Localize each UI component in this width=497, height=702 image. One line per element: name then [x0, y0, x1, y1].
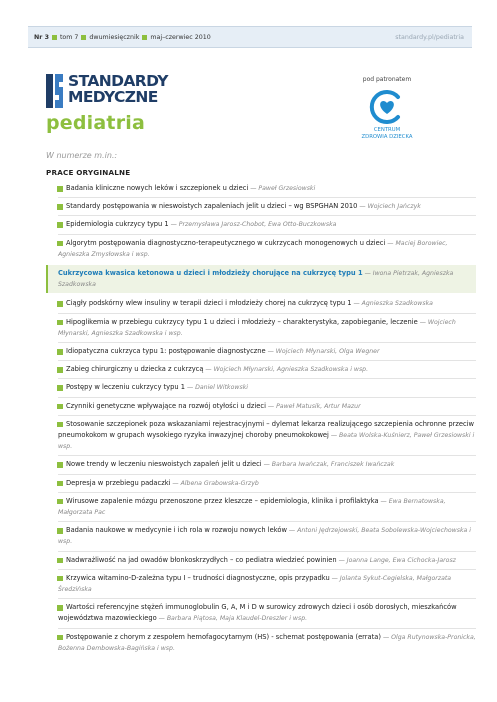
author-separator: —	[203, 366, 214, 374]
article-title[interactable]: Hipoglikemia w przebiegu cukrzycy typu 1 u dzieci i młodzieży – charakterystyka, zapobieganie, leczenie	[66, 317, 418, 326]
patron-name-line-2: ZDROWIA DZIECKA	[361, 134, 413, 140]
article-title[interactable]: Nadwrażliwość na jad owadów błonkoskrzydłych – co pediatra wiedzieć powinien	[66, 555, 337, 564]
article-title[interactable]: Nowe trendy w leczeniu nieswoistych zapaleń jelit u dzieci	[66, 460, 262, 469]
author-separator: —	[265, 348, 276, 356]
article-authors: Barbara Iwańczak, Franciszek Iwańczak	[271, 461, 395, 469]
journal-subtitle: pediatria	[46, 112, 146, 134]
article-authors: Paweł Grzesiowski	[258, 185, 316, 192]
article-authors: Wojciech Młynarski, Agnieszka Szadkowska i wsp.	[213, 366, 369, 374]
article-list	[46, 180, 476, 657]
author-separator: —	[329, 574, 340, 582]
standardy-medyczne-logo	[46, 73, 206, 111]
author-separator: —	[385, 239, 396, 247]
author-separator: —	[378, 497, 389, 505]
author-separator: —	[381, 633, 392, 641]
article-authors: Daniel Witkowski	[195, 384, 249, 392]
article-title[interactable]: Wirusowe zapalenie mózgu przenoszone przez kleszcze – epidemiologia, klinika i profilaktyka	[66, 496, 379, 505]
patron-name-line-1: CENTRUM	[373, 127, 401, 133]
article-item[interactable]	[46, 416, 476, 456]
article-item[interactable]	[46, 629, 476, 657]
article-authors: Paweł Matusik, Artur Mazur	[276, 402, 361, 410]
article-title[interactable]: Stosowanie szczepionek poza wskazaniami rejestracyjnymi – dylemat lekarza realizującego szczepienia ochronne przeciw pneumokokom w grupach wysokiego ryzyka inwazyjnej choroby pneumokokowej	[58, 419, 474, 440]
article-item[interactable]	[46, 456, 476, 473]
article-title[interactable]: Epidemiologia cukrzycy typu 1	[66, 220, 169, 229]
article-item[interactable]	[46, 343, 476, 360]
author-separator: —	[156, 615, 167, 623]
article-authors: Wojciech Młynarski, Agnieszka Szadkowska i wsp.	[58, 318, 456, 337]
article-title[interactable]: Krzywica witamino-D-zależna typu I – trudności diagnostyczne, opis przypadku	[66, 573, 330, 582]
article-title[interactable]: Idiopatyczna cukrzyca typu 1: postępowanie diagnostyczne	[66, 347, 266, 356]
article-authors: Olga Rutynowska-Pronicka, Bożenna Dembowska-Bagińska i wsp.	[58, 633, 476, 652]
article-item[interactable]	[46, 180, 476, 197]
issue-number: Nr 3	[34, 33, 49, 41]
issue-volume: tom 7	[59, 33, 79, 41]
issue-frequency: dwumiesięcznik	[89, 33, 140, 41]
intro-text: W numerze m.in.:	[46, 151, 118, 160]
featured-article-item[interactable]	[46, 265, 476, 293]
logo-s-mark-icon	[46, 74, 63, 108]
article-authors: Barbara Piątosa, Maja Klaudel-Dreszler i wsp.	[166, 615, 308, 623]
author-separator: —	[336, 556, 347, 564]
article-item[interactable]	[46, 522, 476, 550]
site-url-link[interactable]: standardy.pl/pediatria	[395, 33, 464, 41]
article-authors: Ewa Bernatowska, Małgorzata Pac	[58, 497, 446, 517]
article-authors: Albena Grabowska-Grzyb	[180, 479, 259, 487]
article-item[interactable]	[46, 599, 476, 627]
article-authors: Wojciech Młynarski, Olga Wegner	[275, 348, 380, 356]
author-separator: —	[417, 318, 428, 326]
article-title[interactable]: Zabieg chirurgiczny u dziecka z cukrzycą	[66, 365, 204, 374]
author-separator: —	[168, 221, 179, 229]
author-separator: —	[184, 384, 196, 392]
author-separator: —	[328, 432, 340, 440]
article-item[interactable]	[46, 295, 476, 312]
article-authors: Iwona Pietrzak, Agnieszka Szadkowska	[58, 270, 454, 289]
article-authors: Maciej Borowiec, Agnieszka Zmysłowska i wsp.	[58, 239, 448, 258]
article-item[interactable]	[46, 216, 476, 233]
brand-line-2: MEDYCZNE	[68, 88, 158, 106]
author-separator: —	[265, 402, 277, 410]
heart-c-logo-icon	[369, 89, 405, 125]
article-title[interactable]: Standardy postępowania w nieswoistych zapaleniach jelit u dzieci – wg BSPGHAN 2010	[66, 202, 358, 211]
article-item[interactable]	[46, 475, 476, 492]
article-title[interactable]: Cukrzycowa kwasica ketonowa u dzieci i młodzieży chorujące na cukrzycę typu 1	[58, 269, 363, 278]
article-title[interactable]: Czynniki genetyczne wpływające na rozwój otyłości u dzieci	[66, 401, 266, 410]
article-item[interactable]	[46, 235, 476, 263]
issue-info-bar	[28, 26, 472, 48]
author-separator: —	[261, 461, 272, 469]
article-item[interactable]	[46, 379, 476, 396]
author-separator: —	[248, 185, 259, 192]
article-title[interactable]: Postępowanie z chorym z zespołem hemofagocytarnym (HS) - schemat postępowania (errata)	[66, 632, 381, 641]
author-separator: —	[170, 479, 181, 487]
article-item[interactable]	[46, 398, 476, 415]
article-item[interactable]	[46, 493, 476, 521]
author-separator: —	[286, 527, 298, 535]
article-item[interactable]	[46, 198, 476, 215]
article-item[interactable]	[46, 552, 476, 569]
article-item[interactable]	[46, 570, 476, 598]
article-authors: Antoni Jędrzejowski, Beata Sobolewska-Wojciechowska i wsp.	[58, 527, 472, 546]
article-authors: Przemysława Jarosz-Chobot, Ewa Otto-Buczkowska	[178, 221, 337, 229]
article-authors: Joanna Lange, Ewa Cichocka-Jarosz	[346, 556, 456, 564]
green-square-icon	[52, 35, 57, 40]
brand-line-1: STANDARDY	[68, 72, 168, 90]
issue-date: maj–czerwiec 2010	[150, 33, 211, 41]
article-authors: Agnieszka Szadkowska	[361, 300, 433, 308]
section-title: PRACE ORYGINALNE	[46, 168, 131, 177]
article-title[interactable]: Badania naukowe w medycynie i ich rola w rozwoju nowych leków	[66, 526, 287, 535]
author-separator: —	[362, 270, 373, 278]
green-square-icon	[142, 35, 147, 40]
article-title[interactable]: Ciągły podskórny wlew insuliny w terapii dzieci i młodzieży chorej na cukrzycę typu 1	[66, 299, 352, 308]
article-item[interactable]	[46, 314, 476, 342]
article-item[interactable]	[46, 361, 476, 378]
author-separator: —	[351, 300, 362, 308]
article-authors: Beata Wolska-Kuśnierz, Paweł Grzesiowski i wsp.	[58, 432, 475, 451]
article-authors: Jolanta Sykut-Cegielska, Małgorzata Średzińska	[58, 574, 452, 594]
article-authors: Wojciech Jańczyk	[367, 203, 421, 211]
article-title[interactable]: Postępy w leczeniu cukrzycy typu 1	[66, 383, 185, 392]
article-title[interactable]: Wartości referencyjne stężeń immunoglobulin G, A, M i D w surowicy zdrowych dzieci i osób dorosłych, mieszkańców województwa mazowieckiego	[58, 603, 457, 623]
article-title[interactable]: Depresja w przebiegu padaczki	[66, 478, 171, 487]
author-separator: —	[357, 203, 368, 211]
patronage-label: pod patronatem	[362, 76, 412, 83]
patronage-block	[354, 76, 420, 141]
green-square-icon	[81, 35, 86, 40]
issue-details	[34, 34, 211, 41]
article-title[interactable]: Badania kliniczne nowych leków i szczepionek u dzieci	[66, 184, 249, 192]
article-title[interactable]: Algorytm postępowania diagnostyczno-terapeutycznego w cukrzycach monogenowych u dzieci	[66, 238, 386, 247]
